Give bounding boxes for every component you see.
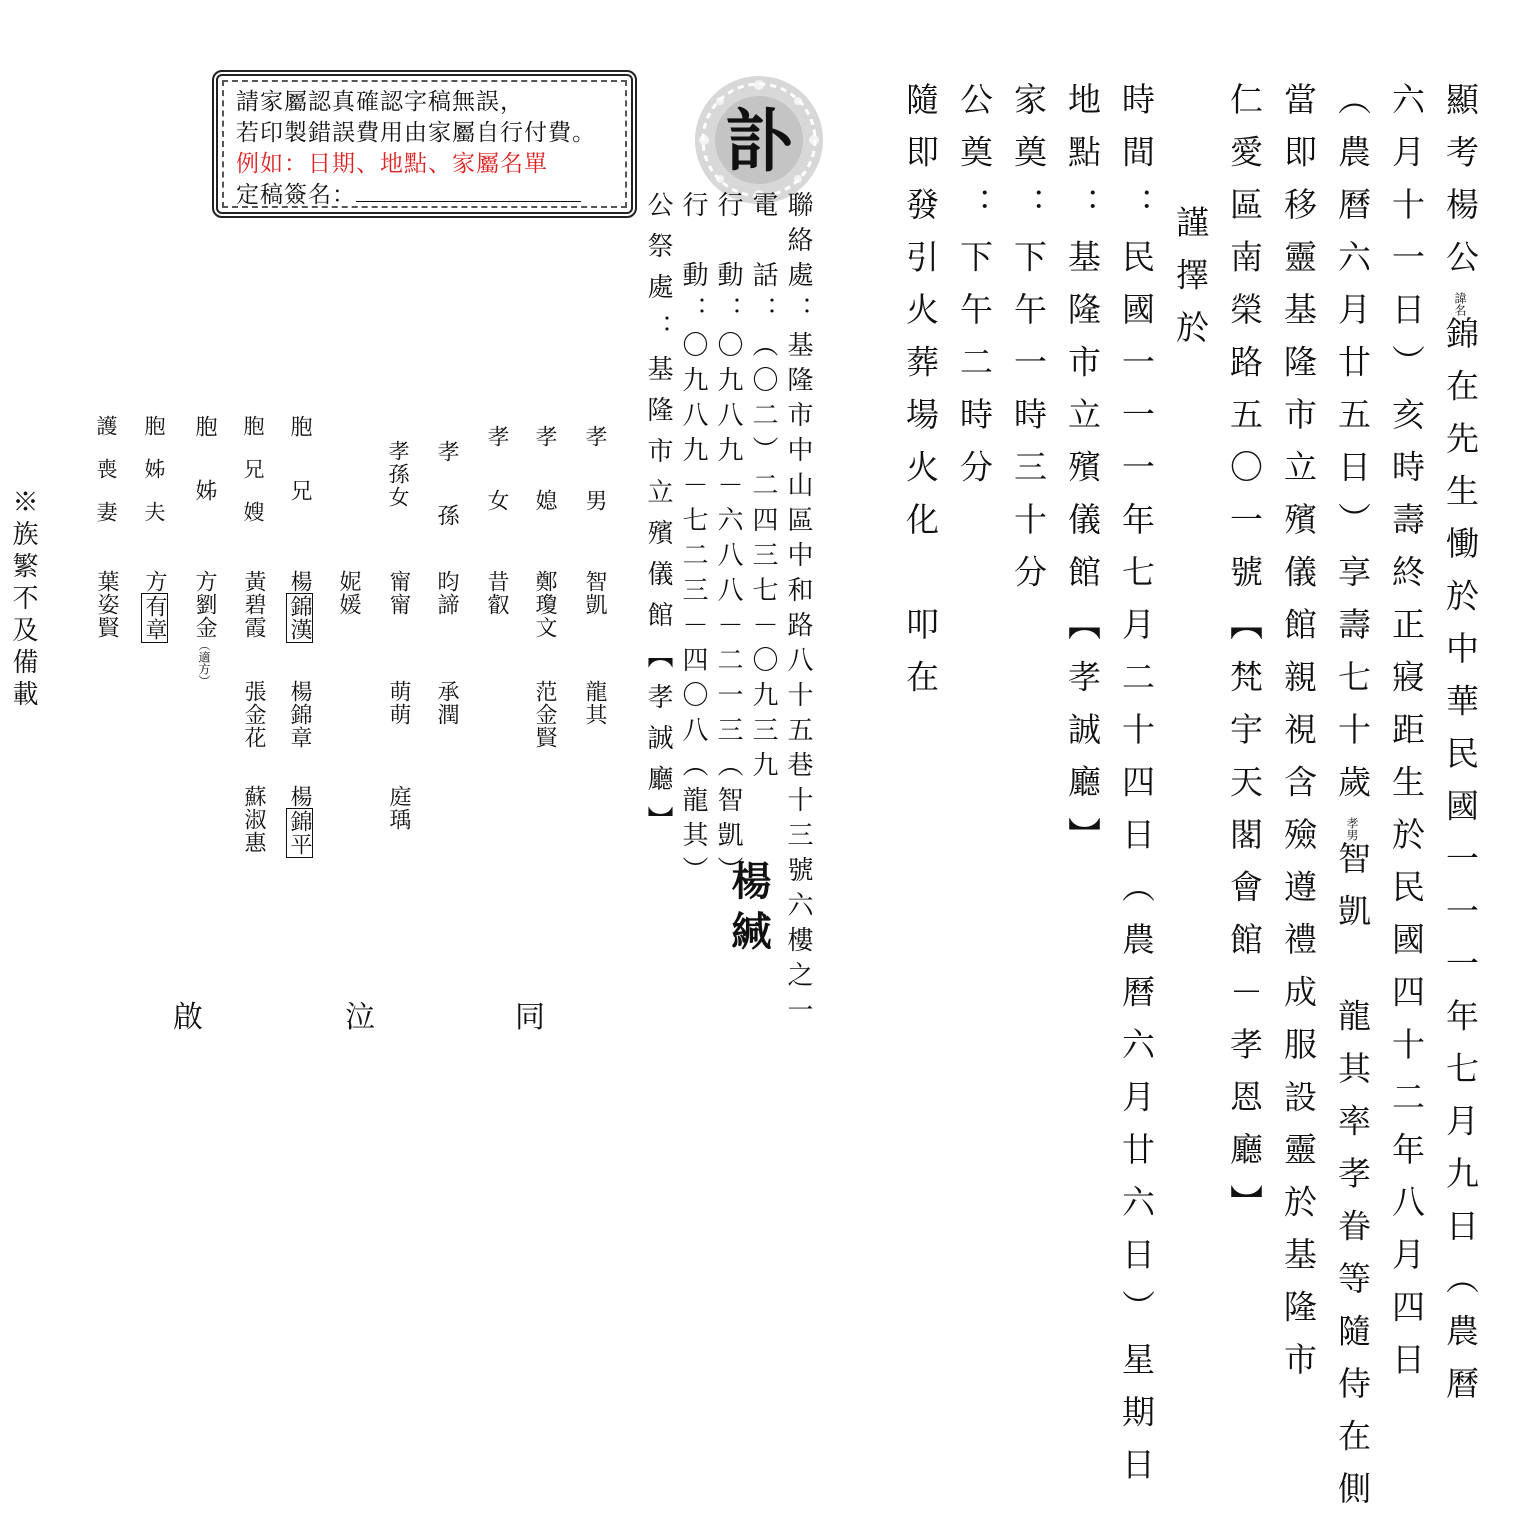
family-sister-in-law-2: 張金花	[241, 680, 266, 749]
family-rel-daughter: 孝 女	[484, 425, 509, 521]
family-rel-brother-in-law: 胞姊夫	[142, 415, 166, 544]
obituary-col-1	[1441, 82, 1480, 1419]
notice-line-1: 請家屬認真確認字稿無誤，	[236, 89, 524, 115]
obituary-col-1-end: 錦在先生慟於中華民國一一一年七月九日（農曆	[1441, 316, 1480, 1419]
notice-example-line: 例如：日期、地點、家屬名單	[236, 151, 548, 177]
family-rel-grandsons: 孝 孫	[434, 440, 459, 536]
family-daughter-1: 昔叡	[484, 570, 509, 616]
family-elder-brother-3	[288, 785, 310, 858]
family-rel-chief-mourner: 護喪妻	[94, 415, 118, 544]
family-elder-sister-name: 方劉金	[192, 570, 217, 639]
family-rel-sisters-in-law: 胞兄嫂	[241, 415, 265, 544]
family-elder-brother-1-surname: 楊	[287, 570, 312, 593]
omission-remark: ※族繁不及備載	[8, 488, 38, 712]
family-elder-sister-note: （適方）	[197, 639, 211, 687]
family-rel-granddaughters: 孝孫女	[386, 440, 410, 509]
obituary-col-6: 謹擇於	[1171, 205, 1210, 363]
family-elder-brother-1	[288, 570, 310, 643]
obituary-public-rite: 公奠：下午二時分	[955, 82, 994, 502]
obituary-col-3-end: 智凱 龍其率孝眷等隨侍在側	[1333, 841, 1372, 1524]
family-son-2: 龍其	[582, 680, 607, 726]
family-granddaughter-1: 甯甯	[386, 570, 411, 616]
notice-line-4: 定稿簽名：	[236, 182, 356, 208]
family-son-1: 智凱	[582, 570, 607, 616]
closing-word-1: 同	[515, 1000, 545, 1035]
family-rel-sons: 孝 男	[582, 425, 607, 521]
filial-son-note: 孝男	[1345, 817, 1359, 841]
family-elder-brother-3-given: 錦平	[287, 810, 312, 856]
family-sister-in-law-3: 蘇淑惠	[241, 785, 266, 854]
closing-word-3: 啟	[173, 1000, 203, 1035]
family-brother-in-law-given: 有章	[142, 595, 167, 641]
family-daughter-in-law-2: 范金賢	[532, 680, 557, 749]
obituary-cremation: 隨即發引火葬場火化 叩在	[901, 82, 940, 712]
contact-mobile-1: 行 動：〇九八九－六八八－二一三（智凱）	[713, 191, 743, 891]
obituary-col-5: 仁愛區南榮路五〇一號【梵宇天閣會館－孝恩廳】	[1225, 82, 1264, 1237]
obituary-col-2: 六月十一日）亥時壽終正寢距生於民國四十二年八月四日	[1387, 82, 1426, 1395]
family-daughter-in-law-1: 鄭瓊文	[532, 570, 557, 639]
contact-address: 聯絡處：基隆市中山區中和路八十五巷十三號六樓之一	[783, 191, 813, 1031]
family-signature: 楊緘	[725, 860, 772, 960]
closing-word-2: 泣	[345, 1000, 375, 1035]
obituary-time: 時間：民國一一一年七月二十四日（農曆六月廿六日）星期日	[1117, 82, 1156, 1500]
family-granddaughter-3: 庭瑀	[386, 785, 411, 831]
family-grandson-2: 承潤	[434, 680, 459, 726]
family-rel-daughters-in-law: 孝 媳	[532, 425, 557, 521]
notice-signature-row	[236, 180, 613, 211]
signature-blank-line	[356, 181, 581, 202]
family-grandson-1: 昀諦	[434, 570, 459, 616]
taboo-name-note: 諱名	[1453, 292, 1467, 316]
obituary-col-3	[1333, 82, 1372, 1524]
family-granddaughter-4: 妮媛	[336, 570, 361, 616]
family-elder-sister	[193, 570, 215, 687]
family-brother-in-law	[143, 570, 165, 643]
obituary-emblem	[692, 73, 826, 207]
proof-notice-box	[212, 70, 637, 218]
obituary-col-3-start: （農曆六月廿五日）享壽七十歲	[1333, 82, 1372, 817]
emblem-character: 訃	[724, 102, 794, 182]
family-rel-elder-brothers: 胞 兄	[287, 415, 312, 511]
family-chief-mourner: 葉姿賢	[94, 570, 119, 639]
obituary-col-1-start: 顯考楊公	[1441, 82, 1480, 292]
family-sister-in-law-1: 黃碧霞	[241, 570, 266, 639]
family-elder-brother-2: 楊錦章	[287, 680, 312, 749]
contact-phone: 電 話：（〇二）二四三七－〇九三九	[748, 191, 778, 786]
obituary-col-4: 當即移靈基隆市立殯儀館親視含殮遵禮成服設靈於基隆市	[1279, 82, 1318, 1395]
notice-line-2: 若印製錯誤費用由家屬自行付費。	[236, 120, 596, 146]
contact-mobile-2: 行 動：〇九八九－七二三－四〇八（龍其）	[678, 191, 708, 891]
family-elder-brother-3-surname: 楊	[287, 785, 312, 808]
contact-venue: 公祭處：基隆市立殯儀館【孝誠廳】	[643, 191, 673, 847]
obituary-location: 地點：基隆市立殯儀館【孝誠廳】	[1063, 82, 1102, 870]
family-brother-in-law-surname: 方	[142, 570, 167, 593]
obituary-family-rite: 家奠：下午一時三十分	[1009, 82, 1048, 607]
family-rel-elder-sister: 胞 姊	[192, 415, 217, 511]
family-elder-brother-1-given: 錦漢	[287, 595, 312, 641]
family-granddaughter-2: 萌萌	[386, 680, 411, 726]
